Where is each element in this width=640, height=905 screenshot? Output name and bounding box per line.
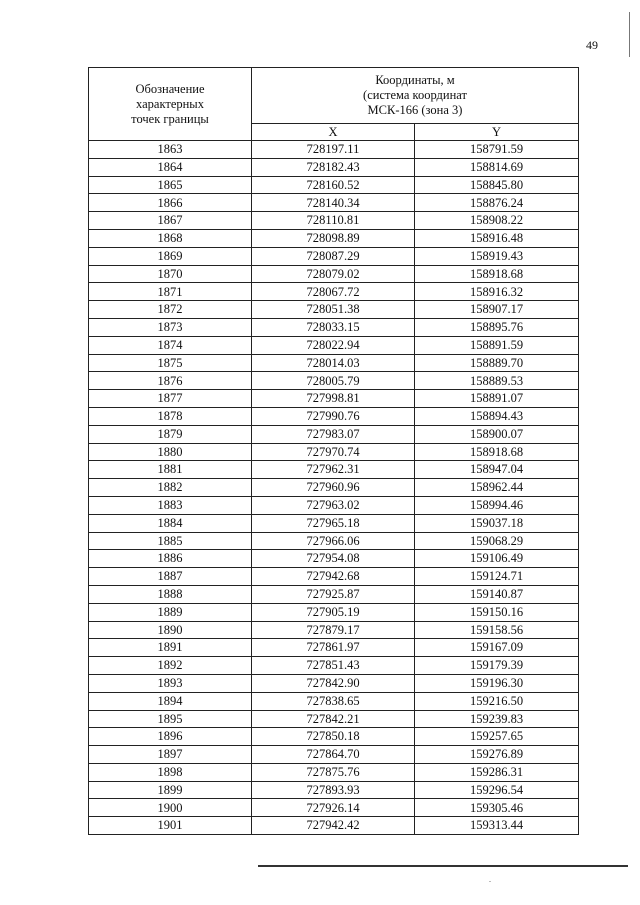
table-row bbox=[89, 354, 579, 372]
y-coordinate-cell: 158918.68 bbox=[415, 443, 579, 461]
table-row bbox=[89, 212, 579, 230]
point-id-cell: 1879 bbox=[89, 425, 252, 443]
y-coordinate-cell: 159286.31 bbox=[415, 763, 579, 781]
y-coordinate-cell: 158791.59 bbox=[415, 141, 579, 159]
table-row bbox=[89, 657, 579, 675]
x-coordinate-cell: 727861.97 bbox=[252, 639, 415, 657]
y-coordinate-cell: 158994.46 bbox=[415, 496, 579, 514]
y-coordinate-cell: 158894.43 bbox=[415, 407, 579, 425]
x-coordinate-cell: 728067.72 bbox=[252, 283, 415, 301]
table-row bbox=[89, 407, 579, 425]
table-row bbox=[89, 550, 579, 568]
y-coordinate-cell: 159150.16 bbox=[415, 603, 579, 621]
y-coordinate-cell: 158845.80 bbox=[415, 176, 579, 194]
y-coordinate-cell: 158962.44 bbox=[415, 479, 579, 497]
y-coordinate-cell: 158919.43 bbox=[415, 247, 579, 265]
y-coordinate-cell: 159313.44 bbox=[415, 817, 579, 835]
point-id-cell: 1896 bbox=[89, 728, 252, 746]
point-id-cell: 1872 bbox=[89, 301, 252, 319]
point-id-cell: 1901 bbox=[89, 817, 252, 835]
y-coordinate-cell: 159158.56 bbox=[415, 621, 579, 639]
point-id-cell: 1876 bbox=[89, 372, 252, 390]
point-id-cell: 1863 bbox=[89, 141, 252, 159]
point-id-cell: 1865 bbox=[89, 176, 252, 194]
y-coordinate-cell: 158889.53 bbox=[415, 372, 579, 390]
table-row bbox=[89, 158, 579, 176]
x-coordinate-cell: 728182.43 bbox=[252, 158, 415, 176]
x-coordinate-cell: 727850.18 bbox=[252, 728, 415, 746]
header-coordinates bbox=[252, 68, 579, 124]
y-coordinate-cell: 158891.07 bbox=[415, 390, 579, 408]
y-coordinate-cell: 158891.59 bbox=[415, 336, 579, 354]
table-row bbox=[89, 194, 579, 212]
header-point-designation bbox=[89, 68, 252, 141]
point-id-cell: 1894 bbox=[89, 692, 252, 710]
x-coordinate-cell: 728098.89 bbox=[252, 229, 415, 247]
y-coordinate-cell: 158908.22 bbox=[415, 212, 579, 230]
y-coordinate-cell: 159257.65 bbox=[415, 728, 579, 746]
table-row bbox=[89, 479, 579, 497]
point-id-cell: 1883 bbox=[89, 496, 252, 514]
y-coordinate-cell: 159276.89 bbox=[415, 746, 579, 764]
scan-edge-mark bbox=[629, 12, 630, 57]
table-row bbox=[89, 141, 579, 159]
point-id-cell: 1885 bbox=[89, 532, 252, 550]
y-coordinate-cell: 158876.24 bbox=[415, 194, 579, 212]
point-id-cell: 1875 bbox=[89, 354, 252, 372]
point-id-cell: 1886 bbox=[89, 550, 252, 568]
table-row bbox=[89, 781, 579, 799]
header-point-designation-text: Обозначение характерных точек границы bbox=[131, 81, 209, 126]
x-coordinate-cell: 728079.02 bbox=[252, 265, 415, 283]
table-row bbox=[89, 532, 579, 550]
table-row bbox=[89, 425, 579, 443]
x-coordinate-cell: 727879.17 bbox=[252, 621, 415, 639]
y-coordinate-cell: 158916.32 bbox=[415, 283, 579, 301]
table-row bbox=[89, 229, 579, 247]
x-coordinate-cell: 728140.34 bbox=[252, 194, 415, 212]
point-id-cell: 1895 bbox=[89, 710, 252, 728]
x-coordinate-cell: 728087.29 bbox=[252, 247, 415, 265]
point-id-cell: 1893 bbox=[89, 674, 252, 692]
x-coordinate-cell: 728005.79 bbox=[252, 372, 415, 390]
table-row bbox=[89, 799, 579, 817]
x-coordinate-cell: 728197.11 bbox=[252, 141, 415, 159]
x-coordinate-cell: 727983.07 bbox=[252, 425, 415, 443]
table-row bbox=[89, 639, 579, 657]
table-row bbox=[89, 728, 579, 746]
point-id-cell: 1892 bbox=[89, 657, 252, 675]
point-id-cell: 1898 bbox=[89, 763, 252, 781]
footer-rule bbox=[258, 865, 628, 867]
x-coordinate-cell: 727864.70 bbox=[252, 746, 415, 764]
table-row bbox=[89, 301, 579, 319]
x-coordinate-cell: 727851.43 bbox=[252, 657, 415, 675]
point-id-cell: 1888 bbox=[89, 585, 252, 603]
header-y: Y bbox=[415, 123, 579, 140]
y-coordinate-cell: 158918.68 bbox=[415, 265, 579, 283]
point-id-cell: 1884 bbox=[89, 514, 252, 532]
point-id-cell: 1889 bbox=[89, 603, 252, 621]
table-row bbox=[89, 710, 579, 728]
x-coordinate-cell: 728160.52 bbox=[252, 176, 415, 194]
point-id-cell: 1881 bbox=[89, 461, 252, 479]
point-id-cell: 1868 bbox=[89, 229, 252, 247]
y-coordinate-cell: 159305.46 bbox=[415, 799, 579, 817]
x-coordinate-cell: 727875.76 bbox=[252, 763, 415, 781]
point-id-cell: 1878 bbox=[89, 407, 252, 425]
y-coordinate-cell: 159196.30 bbox=[415, 674, 579, 692]
x-coordinate-cell: 727990.76 bbox=[252, 407, 415, 425]
y-coordinate-cell: 158900.07 bbox=[415, 425, 579, 443]
x-coordinate-cell: 727954.08 bbox=[252, 550, 415, 568]
y-coordinate-cell: 158814.69 bbox=[415, 158, 579, 176]
header-coordinates-text: Координаты, м (система координат МСК-166 (зона 3) bbox=[363, 72, 467, 117]
point-id-cell: 1867 bbox=[89, 212, 252, 230]
x-coordinate-cell: 727942.68 bbox=[252, 568, 415, 586]
table-row bbox=[89, 283, 579, 301]
x-coordinate-cell: 727842.90 bbox=[252, 674, 415, 692]
point-id-cell: 1880 bbox=[89, 443, 252, 461]
x-coordinate-cell: 727893.93 bbox=[252, 781, 415, 799]
x-coordinate-cell: 728051.38 bbox=[252, 301, 415, 319]
point-id-cell: 1899 bbox=[89, 781, 252, 799]
page-number: 49 bbox=[586, 38, 598, 52]
table-row bbox=[89, 390, 579, 408]
table-body bbox=[89, 141, 579, 835]
x-coordinate-cell: 727925.87 bbox=[252, 585, 415, 603]
table-row bbox=[89, 265, 579, 283]
y-coordinate-cell: 159068.29 bbox=[415, 532, 579, 550]
y-coordinate-cell: 159179.39 bbox=[415, 657, 579, 675]
coordinates-table bbox=[88, 67, 579, 835]
y-coordinate-cell: 159037.18 bbox=[415, 514, 579, 532]
point-id-cell: 1887 bbox=[89, 568, 252, 586]
point-id-cell: 1891 bbox=[89, 639, 252, 657]
y-coordinate-cell: 159296.54 bbox=[415, 781, 579, 799]
table-row bbox=[89, 746, 579, 764]
point-id-cell: 1900 bbox=[89, 799, 252, 817]
table-row bbox=[89, 336, 579, 354]
table-row bbox=[89, 514, 579, 532]
point-id-cell: 1866 bbox=[89, 194, 252, 212]
x-coordinate-cell: 727926.14 bbox=[252, 799, 415, 817]
header-x: X bbox=[252, 123, 415, 140]
x-coordinate-cell: 727998.81 bbox=[252, 390, 415, 408]
y-coordinate-cell: 159167.09 bbox=[415, 639, 579, 657]
x-coordinate-cell: 728014.03 bbox=[252, 354, 415, 372]
table-row bbox=[89, 621, 579, 639]
y-coordinate-cell: 158889.70 bbox=[415, 354, 579, 372]
y-coordinate-cell: 158895.76 bbox=[415, 318, 579, 336]
x-coordinate-cell: 727963.02 bbox=[252, 496, 415, 514]
table-row bbox=[89, 318, 579, 336]
table-row bbox=[89, 247, 579, 265]
y-coordinate-cell: 159106.49 bbox=[415, 550, 579, 568]
x-coordinate-cell: 727838.65 bbox=[252, 692, 415, 710]
y-coordinate-cell: 159140.87 bbox=[415, 585, 579, 603]
point-id-cell: 1897 bbox=[89, 746, 252, 764]
y-coordinate-cell: 159239.83 bbox=[415, 710, 579, 728]
x-coordinate-cell: 727965.18 bbox=[252, 514, 415, 532]
x-coordinate-cell: 727842.21 bbox=[252, 710, 415, 728]
point-id-cell: 1864 bbox=[89, 158, 252, 176]
table-row bbox=[89, 496, 579, 514]
table-row bbox=[89, 692, 579, 710]
table-row bbox=[89, 674, 579, 692]
table-row bbox=[89, 817, 579, 835]
y-coordinate-cell: 158916.48 bbox=[415, 229, 579, 247]
table-row bbox=[89, 443, 579, 461]
point-id-cell: 1871 bbox=[89, 283, 252, 301]
point-id-cell: 1873 bbox=[89, 318, 252, 336]
table-row bbox=[89, 763, 579, 781]
table-row bbox=[89, 176, 579, 194]
table-row bbox=[89, 461, 579, 479]
x-coordinate-cell: 727962.31 bbox=[252, 461, 415, 479]
point-id-cell: 1890 bbox=[89, 621, 252, 639]
scan-speck bbox=[489, 881, 491, 882]
x-coordinate-cell: 727966.06 bbox=[252, 532, 415, 550]
table-row bbox=[89, 603, 579, 621]
x-coordinate-cell: 727905.19 bbox=[252, 603, 415, 621]
table-row bbox=[89, 585, 579, 603]
point-id-cell: 1877 bbox=[89, 390, 252, 408]
y-coordinate-cell: 159216.50 bbox=[415, 692, 579, 710]
x-coordinate-cell: 728022.94 bbox=[252, 336, 415, 354]
point-id-cell: 1870 bbox=[89, 265, 252, 283]
table-row bbox=[89, 372, 579, 390]
x-coordinate-cell: 727960.96 bbox=[252, 479, 415, 497]
x-coordinate-cell: 727942.42 bbox=[252, 817, 415, 835]
point-id-cell: 1874 bbox=[89, 336, 252, 354]
point-id-cell: 1869 bbox=[89, 247, 252, 265]
x-coordinate-cell: 728110.81 bbox=[252, 212, 415, 230]
y-coordinate-cell: 159124.71 bbox=[415, 568, 579, 586]
y-coordinate-cell: 158907.17 bbox=[415, 301, 579, 319]
point-id-cell: 1882 bbox=[89, 479, 252, 497]
x-coordinate-cell: 727970.74 bbox=[252, 443, 415, 461]
x-coordinate-cell: 728033.15 bbox=[252, 318, 415, 336]
y-coordinate-cell: 158947.04 bbox=[415, 461, 579, 479]
table-row bbox=[89, 568, 579, 586]
